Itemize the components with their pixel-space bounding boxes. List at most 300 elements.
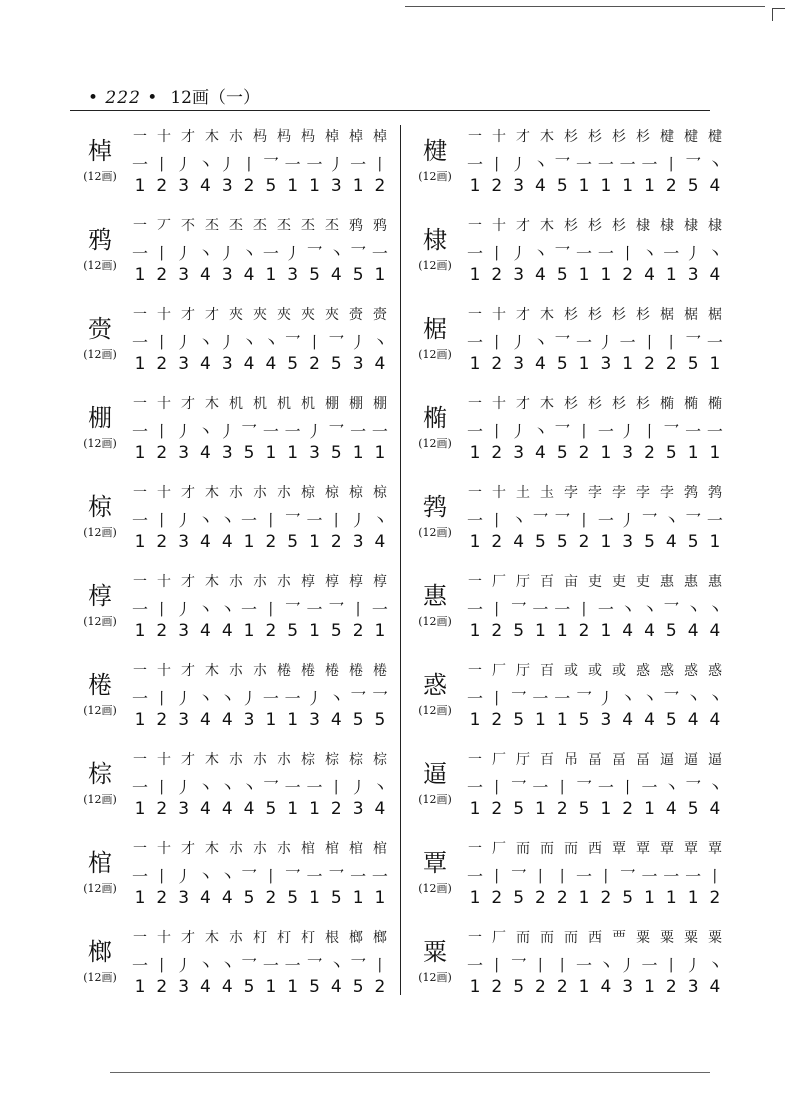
build-step: 而 — [540, 930, 554, 946]
stroke-number: 1 — [578, 265, 590, 285]
stroke-number: 5 — [578, 710, 590, 730]
stroke-number: 1 — [134, 532, 146, 552]
stroke-number: 3 — [243, 710, 255, 730]
stroke-shape-sequence — [465, 864, 725, 887]
stroke-number-sequence — [130, 443, 390, 463]
build-step: 棺 — [325, 841, 339, 857]
build-step: 十 — [492, 129, 506, 145]
stroke-shape: 乛 — [685, 778, 702, 797]
stroke-shape: 一 — [350, 422, 367, 441]
stroke-count-label: (12画) — [418, 615, 452, 628]
stroke-shape: 丿 — [306, 689, 323, 708]
stroke-shape-sequence — [130, 864, 390, 887]
headword-char: 椋 — [88, 493, 112, 521]
stroke-shape: 乛 — [284, 867, 301, 886]
build-step: 朩 — [277, 574, 291, 590]
build-step: 楗 — [660, 129, 674, 145]
stroke-shape: 丨 — [576, 511, 593, 530]
stroke-shape: 丿 — [350, 333, 367, 352]
stroke-shape: 丶 — [641, 689, 658, 708]
stroke-number: 1 — [578, 888, 590, 908]
stroke-shape: 一 — [131, 600, 148, 619]
build-step: 覃 — [612, 841, 626, 857]
stroke-number: 4 — [221, 799, 233, 819]
build-step: 杉 — [612, 218, 626, 234]
stroke-build-sequence — [465, 838, 725, 858]
stroke-shape: 丨 — [488, 956, 505, 975]
char-block — [70, 492, 130, 540]
stroke-shape: 丿 — [175, 867, 192, 886]
stroke-shape: 丨 — [663, 956, 680, 975]
stroke-number-sequence — [130, 977, 390, 997]
headword-char: 棬 — [88, 671, 112, 699]
build-step: 或 — [612, 663, 626, 679]
stroke-shape: 丨 — [532, 867, 549, 886]
build-step: 夾 — [325, 307, 339, 323]
stroke-number: 3 — [513, 354, 525, 374]
build-step: 惠 — [684, 574, 698, 590]
build-step: 丕 — [229, 218, 243, 234]
char-entry — [405, 120, 735, 210]
stroke-number: 5 — [665, 710, 677, 730]
stroke-shape: 乛 — [576, 689, 593, 708]
build-step: 棣 — [708, 218, 722, 234]
stroke-number: 1 — [309, 532, 320, 552]
stroke-count-label: (12画) — [418, 882, 452, 895]
stroke-shape: 丶 — [328, 956, 345, 975]
build-step: 覀 — [612, 930, 626, 946]
build-step: 十 — [157, 485, 171, 501]
stroke-shape: 丶 — [532, 333, 549, 352]
stroke-number: 1 — [287, 443, 299, 463]
build-step: 丕 — [325, 218, 339, 234]
char-entry — [405, 476, 735, 566]
build-step: 赍 — [349, 307, 363, 323]
stroke-shape: 一 — [371, 600, 388, 619]
stroke-shape: 丶 — [532, 244, 549, 263]
build-step: 而 — [540, 841, 554, 857]
stroke-shape: 丿 — [619, 956, 636, 975]
stroke-shape: 丿 — [597, 333, 614, 352]
stroke-shape-sequence — [130, 241, 390, 264]
stroke-number: 2 — [709, 888, 721, 908]
stroke-shape: 丿 — [219, 422, 236, 441]
build-step: 一 — [468, 841, 482, 857]
stroke-number: 4 — [622, 621, 634, 641]
build-step: 杉 — [636, 129, 650, 145]
build-step: 一 — [133, 663, 147, 679]
stroke-number: 1 — [287, 176, 299, 196]
stroke-shape: 乛 — [641, 511, 658, 530]
build-step: 夾 — [301, 307, 315, 323]
stroke-shape: 一 — [466, 244, 483, 263]
stroke-shape: 丨 — [488, 867, 505, 886]
stroke-shape: 丶 — [241, 244, 258, 263]
headword-char: 椁 — [88, 582, 112, 610]
stroke-shape: 乛 — [262, 778, 279, 797]
stroke-number: 5 — [330, 621, 342, 641]
stroke-number: 1 — [374, 888, 386, 908]
stroke-shape: 丨 — [488, 422, 505, 441]
stroke-build-sequence — [465, 571, 725, 591]
build-step: 惑 — [684, 663, 698, 679]
stroke-shape: 一 — [371, 244, 388, 263]
stroke-shape: 丿 — [175, 244, 192, 263]
stroke-number: 1 — [134, 621, 146, 641]
stroke-number: 2 — [491, 799, 503, 819]
char-block — [70, 937, 130, 985]
build-step: 一 — [133, 930, 147, 946]
stroke-shape: 一 — [706, 511, 723, 530]
stroke-number: 1 — [644, 799, 655, 819]
stroke-count-label: (12画) — [418, 170, 452, 183]
build-step: 厅 — [516, 663, 530, 679]
stroke-shape: 一 — [131, 689, 148, 708]
stroke-shape: 一 — [597, 600, 614, 619]
stroke-number: 4 — [709, 710, 721, 730]
stroke-number: 3 — [178, 888, 190, 908]
stroke-number: 5 — [687, 799, 699, 819]
build-step: 杉 — [636, 307, 650, 323]
build-step: 不 — [181, 218, 195, 234]
stroke-number: 3 — [178, 265, 190, 285]
build-step: 十 — [492, 307, 506, 323]
stroke-number: 1 — [600, 265, 612, 285]
build-step: 椋 — [325, 485, 339, 501]
stroke-number: 1 — [469, 354, 481, 374]
char-block — [405, 759, 465, 807]
stroke-number: 4 — [200, 532, 211, 552]
build-step: 才 — [181, 930, 195, 946]
build-step: 厅 — [516, 574, 530, 590]
stroke-number: 2 — [491, 532, 503, 552]
stroke-count-label: (12画) — [83, 704, 117, 717]
stroke-shape: 丶 — [371, 778, 388, 797]
char-block — [405, 937, 465, 985]
stroke-shape: 乛 — [510, 689, 527, 708]
stroke-number: 3 — [178, 354, 190, 374]
stroke-shape: 丨 — [153, 155, 170, 174]
stroke-shape: 丶 — [371, 511, 388, 530]
build-step: 朩 — [277, 752, 291, 768]
stroke-number: 1 — [600, 799, 612, 819]
stroke-shape: 丨 — [153, 422, 170, 441]
stroke-shape: 一 — [306, 155, 323, 174]
stroke-number-sequence — [130, 532, 390, 552]
stroke-number: 3 — [352, 532, 364, 552]
build-step: 逼 — [708, 752, 722, 768]
stroke-shape: 乛 — [663, 689, 680, 708]
stroke-shape: 一 — [576, 155, 593, 174]
stroke-number: 5 — [687, 176, 699, 196]
stroke-number-sequence — [130, 176, 390, 196]
build-step: 逼 — [660, 752, 674, 768]
stroke-number: 3 — [622, 977, 634, 997]
footer-rule — [110, 1072, 710, 1073]
stroke-shape: 一 — [371, 867, 388, 886]
stroke-shape: 丶 — [619, 600, 636, 619]
stroke-shape: 丿 — [241, 689, 258, 708]
build-step: 棺 — [349, 841, 363, 857]
stroke-number: 4 — [221, 888, 233, 908]
stroke-shape: 一 — [554, 600, 571, 619]
stroke-number: 5 — [287, 354, 299, 374]
stroke-number: 1 — [709, 532, 721, 552]
stroke-shape: 一 — [641, 778, 658, 797]
build-step: 才 — [516, 129, 530, 145]
build-step: 棚 — [373, 396, 387, 412]
stroke-number: 4 — [330, 265, 342, 285]
stroke-number: 1 — [287, 799, 299, 819]
stroke-shape: 乛 — [241, 956, 258, 975]
stroke-shape: 一 — [706, 333, 723, 352]
char-entry — [405, 654, 735, 744]
build-step: 朩 — [253, 841, 267, 857]
stroke-shape: 丶 — [219, 511, 236, 530]
stroke-number: 3 — [221, 265, 233, 285]
char-entry — [405, 565, 735, 655]
build-step: 木 — [205, 841, 219, 857]
stroke-number: 1 — [469, 532, 481, 552]
build-step: 才 — [516, 307, 530, 323]
build-step: 棺 — [373, 841, 387, 857]
build-step: 十 — [492, 396, 506, 412]
stroke-count-label: (12画) — [418, 793, 452, 806]
headword-char: 棕 — [88, 760, 112, 788]
stroke-shape: 丨 — [306, 333, 323, 352]
stroke-shape: 丶 — [197, 689, 214, 708]
build-step: 朩 — [229, 752, 243, 768]
stroke-shape-sequence — [465, 152, 725, 175]
stroke-number: 4 — [709, 621, 721, 641]
stroke-number: 1 — [374, 265, 386, 285]
stroke-number: 4 — [200, 888, 211, 908]
stroke-number: 4 — [200, 176, 211, 196]
build-step: 土 — [516, 485, 530, 501]
stroke-number: 2 — [491, 621, 503, 641]
char-entry — [70, 565, 400, 655]
stroke-shape: 乛 — [619, 867, 636, 886]
stroke-shape-sequence — [465, 508, 725, 531]
stroke-shape-sequence — [130, 597, 390, 620]
stroke-number: 1 — [469, 977, 481, 997]
stroke-shape: 丶 — [197, 333, 214, 352]
stroke-number: 1 — [469, 443, 481, 463]
build-step: 十 — [157, 663, 171, 679]
stroke-shape: 乛 — [576, 778, 593, 797]
stroke-shape: 丶 — [641, 244, 658, 263]
build-step: 一 — [468, 930, 482, 946]
stroke-number: 5 — [309, 977, 320, 997]
char-block — [70, 848, 130, 896]
stroke-shape: 丶 — [597, 956, 614, 975]
section-title: 12画（一） — [170, 88, 260, 108]
stroke-number-sequence — [465, 532, 725, 552]
build-step: 朾 — [277, 930, 291, 946]
stroke-shape: 一 — [532, 689, 549, 708]
build-step: 椐 — [660, 307, 674, 323]
build-step: 惑 — [660, 663, 674, 679]
stroke-number: 4 — [513, 532, 525, 552]
stroke-shape: 乛 — [685, 511, 702, 530]
stroke-number: 1 — [665, 888, 677, 908]
build-step: 朩 — [253, 485, 267, 501]
stroke-shape: 一 — [241, 511, 258, 530]
build-step: 一 — [133, 396, 147, 412]
stroke-shape: 一 — [466, 600, 483, 619]
char-block — [405, 403, 465, 451]
stroke-number: 5 — [287, 888, 299, 908]
stroke-shape: 丶 — [219, 956, 236, 975]
stroke-number: 4 — [200, 354, 211, 374]
stroke-number: 2 — [535, 977, 546, 997]
stroke-shape-sequence — [465, 953, 725, 976]
column-divider — [400, 125, 401, 995]
stroke-number: 5 — [374, 710, 386, 730]
headword-char: 椭 — [423, 404, 447, 432]
stroke-shape: 丿 — [219, 244, 236, 263]
stroke-number-sequence — [130, 354, 390, 374]
stroke-shape: 丶 — [197, 155, 214, 174]
stroke-shape: 丶 — [371, 333, 388, 352]
stroke-number: 1 — [309, 621, 320, 641]
stroke-shape: 丶 — [706, 778, 723, 797]
stroke-number: 1 — [469, 621, 481, 641]
stroke-shape: 丨 — [576, 600, 593, 619]
headword-char: 逼 — [423, 760, 447, 788]
stroke-shape: 丨 — [663, 333, 680, 352]
stroke-shape: 丶 — [532, 422, 549, 441]
stroke-number: 4 — [200, 265, 211, 285]
stroke-shape-sequence — [130, 508, 390, 531]
build-step: 机 — [253, 396, 267, 412]
build-step: 厂 — [492, 752, 506, 768]
stroke-shape: 丶 — [241, 333, 258, 352]
stroke-shape: 乛 — [262, 155, 279, 174]
stroke-shape: 一 — [641, 155, 658, 174]
stroke-shape: 丶 — [219, 778, 236, 797]
stroke-number: 2 — [156, 265, 168, 285]
stroke-shape: 一 — [685, 867, 702, 886]
build-step: 朩 — [253, 752, 267, 768]
build-step: 木 — [205, 752, 219, 768]
stroke-number: 3 — [309, 443, 320, 463]
stroke-shape: 丨 — [597, 867, 614, 886]
stroke-shape: 一 — [131, 333, 148, 352]
build-step: 椐 — [684, 307, 698, 323]
stroke-shape-sequence — [465, 597, 725, 620]
stroke-number: 4 — [374, 354, 386, 374]
build-step: 吏 — [636, 574, 650, 590]
stroke-number: 5 — [287, 532, 299, 552]
build-step: 厅 — [516, 752, 530, 768]
stroke-shape: 乛 — [510, 778, 527, 797]
stroke-number: 4 — [200, 799, 211, 819]
stroke-number: 2 — [265, 532, 277, 552]
stroke-shape: 丨 — [153, 778, 170, 797]
stroke-number: 1 — [265, 265, 277, 285]
stroke-number: 5 — [330, 443, 342, 463]
stroke-shape: 一 — [466, 778, 483, 797]
stroke-number: 1 — [309, 888, 320, 908]
stroke-number: 3 — [221, 443, 233, 463]
stroke-shape: 乛 — [663, 422, 680, 441]
crop-mark — [772, 8, 785, 21]
stroke-number: 1 — [374, 443, 386, 463]
stroke-shape: 乛 — [554, 155, 571, 174]
build-step: 孛 — [660, 485, 674, 501]
stroke-number: 5 — [513, 888, 525, 908]
stroke-number-sequence — [130, 265, 390, 285]
stroke-shape: 乛 — [350, 689, 367, 708]
stroke-count-label: (12画) — [418, 526, 452, 539]
stroke-number: 3 — [178, 532, 190, 552]
stroke-number: 1 — [287, 710, 299, 730]
stroke-number: 3 — [513, 443, 525, 463]
stroke-number: 1 — [578, 354, 590, 374]
stroke-shape: 一 — [284, 778, 301, 797]
stroke-number: 3 — [600, 710, 612, 730]
stroke-shape: 一 — [532, 600, 549, 619]
build-step: 粟 — [660, 930, 674, 946]
build-step: 厂 — [492, 574, 506, 590]
stroke-number: 2 — [156, 888, 168, 908]
stroke-number: 5 — [578, 799, 590, 819]
stroke-number: 5 — [243, 888, 255, 908]
stroke-number: 4 — [221, 621, 233, 641]
stroke-number: 3 — [600, 354, 612, 374]
stroke-shape: 丨 — [619, 244, 636, 263]
stroke-number: 4 — [374, 532, 386, 552]
stroke-shape: 一 — [131, 511, 148, 530]
stroke-number: 1 — [600, 621, 612, 641]
stroke-number: 2 — [330, 799, 342, 819]
stroke-number: 4 — [687, 710, 699, 730]
build-step: 十 — [157, 129, 171, 145]
build-step: 粟 — [708, 930, 722, 946]
char-entry — [405, 743, 735, 833]
build-step: 朩 — [277, 485, 291, 501]
stroke-shape: 丨 — [371, 155, 388, 174]
build-step: 吏 — [588, 574, 602, 590]
build-step: 楗 — [708, 129, 722, 145]
stroke-number: 1 — [469, 799, 481, 819]
build-step: 木 — [205, 574, 219, 590]
stroke-number: 2 — [156, 176, 168, 196]
build-step: 十 — [157, 574, 171, 590]
stroke-number: 5 — [513, 710, 525, 730]
build-step: 杉 — [564, 129, 578, 145]
stroke-number: 2 — [578, 621, 590, 641]
build-step: 孛 — [588, 485, 602, 501]
stroke-shape: 一 — [284, 155, 301, 174]
char-block — [70, 403, 130, 451]
stroke-number: 1 — [469, 176, 481, 196]
build-step: 畐 — [588, 752, 602, 768]
stroke-shape: 丿 — [685, 244, 702, 263]
stroke-shape: 一 — [466, 689, 483, 708]
stroke-number-sequence — [130, 621, 390, 641]
stroke-shape: 丨 — [554, 778, 571, 797]
stroke-number: 1 — [600, 532, 612, 552]
build-step: 木 — [540, 129, 554, 145]
stroke-number: 2 — [156, 977, 168, 997]
stroke-number: 1 — [309, 799, 320, 819]
build-step: 丕 — [253, 218, 267, 234]
stroke-shape-sequence — [130, 330, 390, 353]
stroke-shape-sequence — [130, 419, 390, 442]
stroke-shape: 丶 — [197, 956, 214, 975]
